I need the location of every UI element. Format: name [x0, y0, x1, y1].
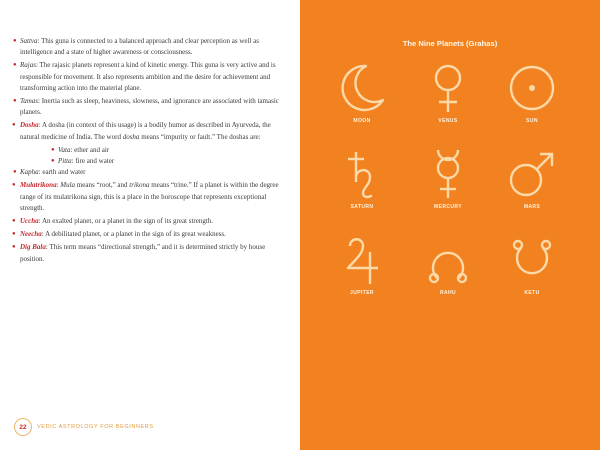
guna-item-sattva: ● Sattva: This guna is connected to a balanced approach and clear perception as well as intelligence and a state of higher awareness or consciousness.	[13, 37, 259, 57]
venus-icon	[422, 62, 474, 114]
bullet-icon: ●	[51, 146, 55, 153]
planet-saturn: SATURN	[322, 148, 402, 210]
term-neecha: ● Neecha: A debilitated planet, or a planet in the sign of its great weakness.	[20, 229, 286, 240]
bullet-icon: ●	[13, 98, 17, 105]
rahu-icon	[422, 234, 474, 286]
planet-mercury: MERCURY	[408, 148, 488, 210]
bullet-icon: ●	[12, 244, 16, 251]
guna-item-rajas: ● Rajas: The rajasic planets represent a kind of kinetic energy. This guna is very active and is responsible for movement. It also represents ambition and the desire for achievement and transforming action into the material plane.	[13, 61, 276, 92]
bullet-icon: ●	[13, 169, 17, 176]
mars-icon	[506, 148, 558, 200]
saturn-icon	[336, 148, 388, 200]
dosha-item-vata: ● Vata: ether and air	[58, 145, 286, 156]
running-title: VEDIC ASTROLOGY FOR BEGINNERS	[37, 424, 154, 430]
planet-ketu: KETU	[492, 234, 572, 296]
planets-title: The Nine Planets (Grahas)	[402, 39, 498, 48]
mercury-icon	[422, 148, 474, 200]
term-dig-bala: ● Dig Bala: This term means “directional strength,” and it is determined strictly by house position.	[12, 243, 266, 263]
right-page	[300, 0, 600, 450]
moon-icon	[336, 62, 388, 114]
bullet-icon: ●	[12, 231, 16, 238]
planet-mars: MARS	[492, 148, 572, 210]
dosha-item-pitta: ● Pitta: fire and water	[58, 156, 286, 167]
planet-sun: SUN	[492, 62, 572, 124]
guna-item-tamas: ● Tamas: Inertia such as sleep, heaviness, slowness, and ignorance are associated with tamasic planets.	[13, 97, 279, 117]
bullet-icon: ●	[12, 182, 16, 189]
bullet-icon: ●	[13, 38, 17, 44]
planet-rahu: RAHU	[408, 234, 488, 296]
glossary-text	[12, 36, 286, 267]
bullet-icon: ●	[51, 158, 55, 165]
ketu-icon	[506, 234, 558, 286]
dosha-item-kapha: ● Kapha: earth and water	[20, 167, 286, 178]
jupiter-icon	[336, 234, 388, 286]
page-footer	[14, 418, 154, 436]
term-dosha: ● Dosha: A dosha (in context of this usage) is a bodily humor as described in Ayurveda, the natural medicine of India. The word dosha means “impurity or fault.” The doshas are:	[12, 121, 271, 141]
bullet-icon: ●	[12, 218, 16, 225]
term-uccha: ● Uccha: An exalted planet, or a planet in the sign of its great strength.	[20, 216, 286, 227]
bullet-icon: ●	[12, 122, 16, 129]
sun-icon	[506, 62, 558, 114]
planet-moon: MOON	[322, 62, 402, 124]
planet-venus: VENUS	[408, 62, 488, 124]
term-mulatrikona: ● Mulatrikona: Mula means “root,” and trikona means “trine.” If a planet is within the degree range of its mulatrikona sign, this is a place in the horoscope that represents exceptional strength.	[12, 181, 279, 212]
page-number: 22	[14, 418, 32, 436]
planet-jupiter: JUPITER	[322, 234, 402, 296]
bullet-icon: ●	[13, 62, 17, 69]
